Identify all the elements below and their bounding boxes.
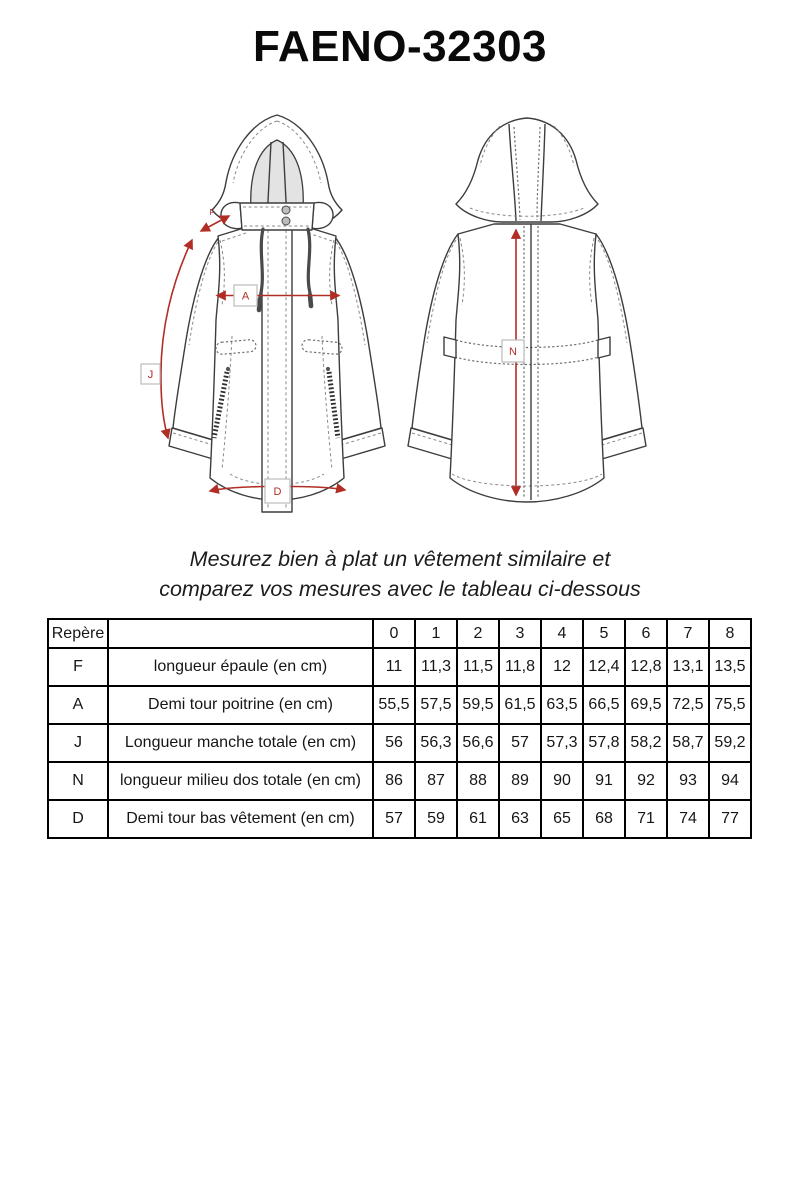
instruction-line-1: Mesurez bien à plat un vêtement similaire et (189, 547, 611, 571)
measure-value: 57 (499, 724, 541, 762)
front-view-drawing (169, 115, 385, 512)
header-size: 8 (709, 619, 751, 648)
measure-value: 90 (541, 762, 583, 800)
measure-row (48, 762, 751, 800)
measure-value: 63 (499, 800, 541, 838)
measure-value: 13,1 (667, 648, 709, 686)
size-table-header-row (48, 619, 751, 648)
garment-diagram (0, 0, 800, 565)
size-table (47, 618, 752, 839)
measure-value: 69,5 (625, 686, 667, 724)
header-size: 6 (625, 619, 667, 648)
measure-letter-d: D (273, 486, 282, 498)
measure-value: 58,7 (667, 724, 709, 762)
measure-code: F (48, 648, 108, 686)
measure-letter-f: F (209, 208, 215, 217)
measure-value: 11 (373, 648, 415, 686)
measure-value: 75,5 (709, 686, 751, 724)
back-body (450, 224, 604, 502)
measure-value: 77 (709, 800, 751, 838)
measure-value: 63,5 (541, 686, 583, 724)
measure-value: 74 (667, 800, 709, 838)
measure-instruction (0, 544, 800, 604)
measure-value: 56,6 (457, 724, 499, 762)
measure-letter-n: N (509, 346, 517, 358)
measure-value: 89 (499, 762, 541, 800)
measure-value: 11,3 (415, 648, 457, 686)
measure-value: 91 (583, 762, 625, 800)
measure-value: 71 (625, 800, 667, 838)
measure-value: 68 (583, 800, 625, 838)
measure-code: N (48, 762, 108, 800)
front-placket (262, 226, 292, 512)
header-size: 0 (373, 619, 415, 648)
measure-value: 92 (625, 762, 667, 800)
measure-value: 59,5 (457, 686, 499, 724)
back-view-drawing (408, 118, 646, 502)
measure-value: 86 (373, 762, 415, 800)
measure-row (48, 648, 751, 686)
measure-label: Demi tour bas vêtement (en cm) (108, 800, 373, 838)
measure-value: 72,5 (667, 686, 709, 724)
measure-code: A (48, 686, 108, 724)
measure-value: 12,4 (583, 648, 625, 686)
back-hood (456, 118, 598, 222)
measure-row (48, 800, 751, 838)
instruction-line-2: comparez vos mesures avec le tableau ci-dessous (159, 577, 641, 601)
header-size: 1 (415, 619, 457, 648)
measure-value: 61,5 (499, 686, 541, 724)
measure-value: 88 (457, 762, 499, 800)
measure-value: 12 (541, 648, 583, 686)
size-table-body (48, 648, 751, 838)
snap-button (282, 206, 290, 214)
measure-value: 11,5 (457, 648, 499, 686)
measure-letter-j: J (147, 369, 154, 381)
measure-value: 55,5 (373, 686, 415, 724)
measure-label: longueur épaule (en cm) (108, 648, 373, 686)
measure-label: longueur milieu dos totale (en cm) (108, 762, 373, 800)
measure-letter-a: A (241, 290, 250, 303)
measure-value: 58,2 (625, 724, 667, 762)
measure-label: Demi tour poitrine (en cm) (108, 686, 373, 724)
measure-value: 57,3 (541, 724, 583, 762)
header-size: 2 (457, 619, 499, 648)
measure-value: 93 (667, 762, 709, 800)
header-size: 7 (667, 619, 709, 648)
measure-value: 13,5 (709, 648, 751, 686)
page-title: FAENO-32303 (252, 22, 548, 71)
measure-value: 56,3 (415, 724, 457, 762)
measure-value: 61 (457, 800, 499, 838)
measure-value: 94 (709, 762, 751, 800)
measure-row (48, 724, 751, 762)
header-size: 5 (583, 619, 625, 648)
measure-label: Longueur manche totale (en cm) (108, 724, 373, 762)
header-size: 4 (541, 619, 583, 648)
measure-value: 87 (415, 762, 457, 800)
measure-row (48, 686, 751, 724)
front-collar (221, 202, 333, 230)
measure-value: 59 (415, 800, 457, 838)
measure-value: 12,8 (625, 648, 667, 686)
header-repere: Repère (48, 619, 108, 648)
measure-value: 59,2 (709, 724, 751, 762)
measure-value: 65 (541, 800, 583, 838)
measure-value: 57,5 (415, 686, 457, 724)
measure-value: 66,5 (583, 686, 625, 724)
header-measure-name (108, 619, 373, 648)
measure-value: 56 (373, 724, 415, 762)
measure-value: 11,8 (499, 648, 541, 686)
measure-code: J (48, 724, 108, 762)
measure-value: 57,8 (583, 724, 625, 762)
measure-value: 57 (373, 800, 415, 838)
measure-code: D (48, 800, 108, 838)
header-size: 3 (499, 619, 541, 648)
snap-button (282, 217, 290, 225)
